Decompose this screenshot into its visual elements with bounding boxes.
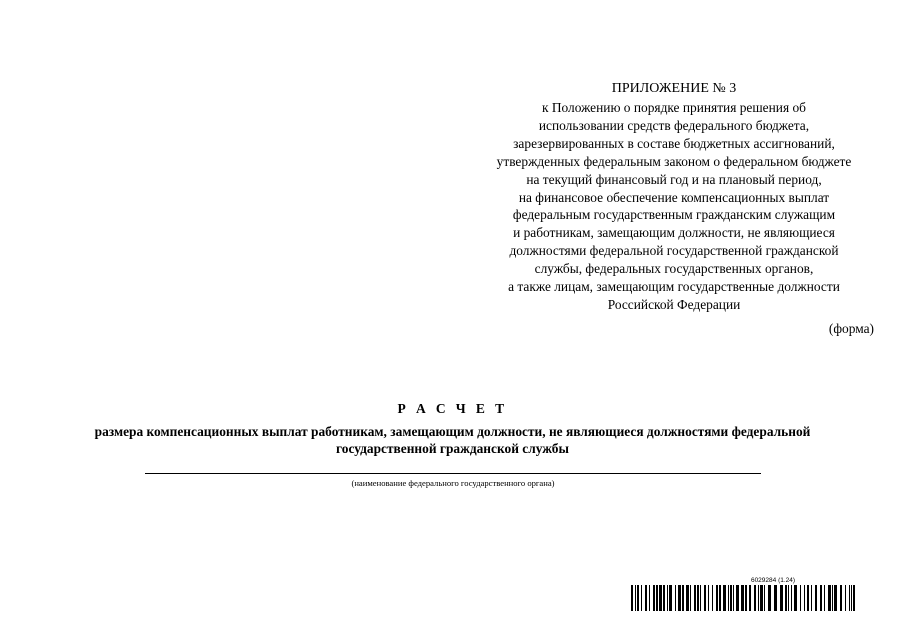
appendix-title: ПРИЛОЖЕНИЕ № 3 bbox=[611, 81, 737, 96]
barcode-bar bbox=[834, 585, 837, 611]
barcode-bar bbox=[659, 585, 662, 611]
barcode-bar bbox=[678, 585, 681, 611]
barcode-bar bbox=[704, 585, 706, 611]
barcode-bar bbox=[741, 585, 744, 611]
barcode-bar bbox=[849, 585, 850, 611]
barcode-bar bbox=[853, 585, 855, 611]
barcode-bar bbox=[824, 585, 825, 611]
barcode-bar bbox=[719, 585, 721, 611]
form-label: (форма) bbox=[828, 321, 874, 336]
appendix-line: утвержденных федеральным законом о федеральном бюджете bbox=[496, 153, 852, 169]
barcode-bar bbox=[635, 585, 636, 611]
appendix-line: использовании средств федерального бюджета, bbox=[538, 117, 810, 133]
calculation-subtitle-line: государственной гражданской службы bbox=[336, 440, 569, 456]
barcode-bar bbox=[728, 585, 729, 611]
barcode-bar bbox=[712, 585, 713, 611]
barcode-bar bbox=[768, 585, 771, 611]
barcode-bar bbox=[669, 585, 672, 611]
barcode-bar bbox=[780, 585, 783, 611]
barcode-bar bbox=[800, 585, 801, 611]
appendix-line: зарезервированных в составе бюджетных ассигнований, bbox=[513, 135, 835, 151]
barcode-bar bbox=[690, 585, 691, 611]
barcode-bar bbox=[832, 585, 833, 611]
barcode-bar bbox=[656, 585, 658, 611]
barcode-bar bbox=[723, 585, 726, 611]
barcode-bar bbox=[716, 585, 718, 611]
barcode-bar bbox=[663, 585, 665, 611]
barcode-bar bbox=[694, 585, 696, 611]
barcode-bar bbox=[794, 585, 797, 611]
barcode-bar bbox=[851, 585, 852, 611]
barcode-bar bbox=[682, 585, 684, 611]
barcode-bar bbox=[845, 585, 846, 611]
barcode-block bbox=[631, 577, 855, 613]
barcode-bar bbox=[736, 585, 739, 611]
appendix-line: к Положению о порядке принятия решения об bbox=[542, 100, 806, 115]
appendix-line: службы, федеральных государственных органов, bbox=[534, 261, 814, 277]
barcode-bar bbox=[774, 585, 777, 611]
barcode-bar bbox=[697, 585, 699, 611]
appendix-line: должностями федеральной государственной гражданской bbox=[509, 243, 839, 259]
barcode-bar bbox=[840, 585, 842, 611]
barcode-bar bbox=[788, 585, 789, 611]
barcode-bar bbox=[708, 585, 709, 611]
barcode-bar bbox=[667, 585, 668, 611]
calculation-title: Р А С Ч Е Т bbox=[397, 401, 508, 416]
barcode-bar bbox=[811, 585, 812, 611]
barcode-bar bbox=[758, 585, 759, 611]
barcode-icon bbox=[631, 585, 855, 611]
barcode-bar bbox=[745, 585, 747, 611]
barcode-bar bbox=[760, 585, 763, 611]
appendix-line: Российской Федерации bbox=[607, 296, 741, 312]
barcode-bar bbox=[686, 585, 689, 611]
barcode-bar bbox=[754, 585, 756, 611]
org-name-caption: (наименование федерального государственного органа) bbox=[351, 478, 555, 488]
barcode-bar bbox=[730, 585, 732, 611]
appendix-line: а также лицам, замещающим государственные должности bbox=[508, 279, 840, 295]
barcode-bar bbox=[791, 585, 792, 611]
barcode-bar bbox=[733, 585, 734, 611]
barcode-bar bbox=[675, 585, 676, 611]
barcode-bar bbox=[641, 585, 642, 611]
calculation-subtitle-line: размера компенсационных выплат работникам, замещающим должности, не являющиеся должностями федеральной bbox=[94, 424, 811, 439]
barcode-bar bbox=[637, 585, 639, 611]
barcode-bar bbox=[807, 585, 809, 611]
appendix-block bbox=[462, 80, 886, 314]
barcode-bar bbox=[649, 585, 650, 611]
barcode-bar bbox=[828, 585, 831, 611]
appendix-line: федеральным государственным гражданским служащим bbox=[512, 207, 836, 223]
appendix-line: на финансовое обеспечение компенсационных выплат bbox=[518, 189, 830, 205]
barcode-bar bbox=[764, 585, 765, 611]
barcode-bar bbox=[785, 585, 787, 611]
appendix-line: и работникам, замещающим должности, не являющиеся bbox=[513, 225, 835, 241]
appendix-line: на текущий финансовый год и на плановый период, bbox=[526, 171, 822, 187]
org-name-fill-line bbox=[145, 473, 761, 474]
barcode-bar bbox=[820, 585, 822, 611]
barcode-bar bbox=[700, 585, 701, 611]
barcode-bar bbox=[804, 585, 805, 611]
calculation-subtitle bbox=[20, 424, 885, 457]
barcode-bar bbox=[645, 585, 647, 611]
barcode-bar bbox=[653, 585, 655, 611]
barcode-bar bbox=[749, 585, 751, 611]
barcode-bar bbox=[815, 585, 817, 611]
barcode-bar bbox=[631, 585, 633, 611]
barcode-code: 6029284 (1.24) bbox=[750, 577, 796, 584]
